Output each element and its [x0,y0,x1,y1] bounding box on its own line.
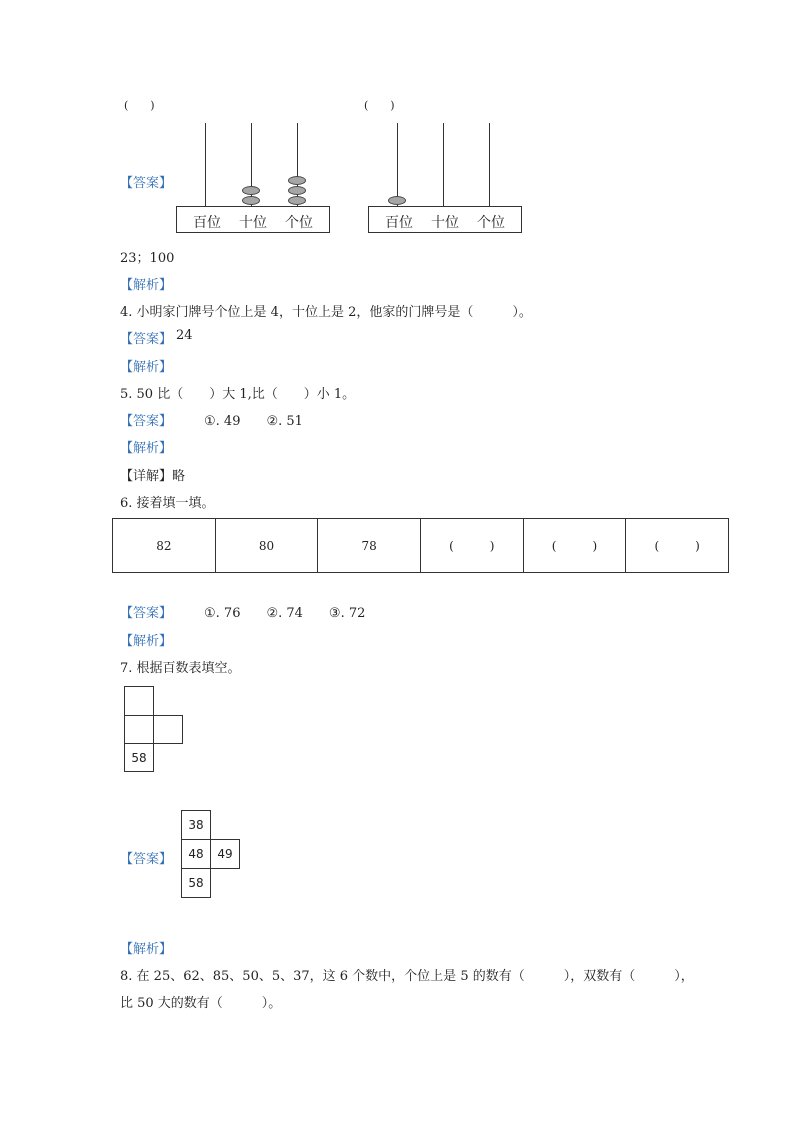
answer-text: ①. 49 ②. 51 [204,414,303,429]
answer-text: 24 [176,328,193,343]
chart-cell-empty [124,715,154,744]
sequence-table [112,518,729,573]
place-label: 百位 [193,215,221,231]
answer-tag: 【答案】 [120,332,173,347]
question-4: 4. 小明家门牌号个位上是 4，十位上是 2，他家的门牌号是（ ）。 [120,305,532,320]
abacus-rod [397,123,398,207]
abacus-left-blank: ( ) [124,99,155,112]
sequence-cell: 78 [318,519,421,573]
analysis-tag: 【解析】 [120,360,173,375]
detail-line [120,465,185,484]
analysis-tag: 【解析】 [120,942,173,957]
detail-tag: 【详解】 [120,469,173,484]
chart-cell: 49 [210,839,240,869]
abacus-bead [242,196,260,205]
abacus-rod [443,123,444,207]
detail-text: 略 [172,469,186,484]
sequence-blank: ( ) [626,519,729,573]
sequence-cell: 80 [215,519,318,573]
chart-cell: 38 [181,810,211,840]
question-5: 5. 50 比（ ）大 1,比（ ）小 1。 [120,387,356,402]
answer-tag: 【答案】 [120,606,173,621]
abacus-bead [288,196,306,205]
place-label: 十位 [239,215,267,231]
question-8-line1: 8. 在 25、62、85、50、5、37，这 6 个数中，个位上是 5 的数有（ ），双数有（ ）， [120,969,694,984]
abacus-rod [489,123,490,207]
chart-cell-given: 58 [124,743,154,772]
place-label: 百位 [385,215,413,231]
analysis-tag: 【解析】 [120,634,173,649]
analysis-tag: 【解析】 [120,278,173,293]
question-6: 6. 接着填一填。 [120,496,215,511]
place-label: 个位 [285,215,313,231]
abacus-rod [205,123,206,207]
answer-tag: 【答案】 [120,852,173,867]
question-7: 7. 根据百数表填空。 [120,661,241,676]
answer-tag: 【答案】 [120,176,173,191]
answer-text: ①. 76 ②. 74 ③. 72 [204,606,366,621]
place-label: 个位 [477,215,505,231]
chart-cell-empty [124,686,154,716]
place-label: 十位 [431,215,459,231]
chart-cell-empty [153,715,183,744]
answer-text: 23；100 [120,251,175,266]
chart-cell: 48 [181,839,211,869]
question-8-line2: 比 50 大的数有（ ）。 [120,996,282,1011]
abacus-bead [288,176,306,185]
chart-cell: 58 [181,868,211,898]
abacus-base [176,206,330,233]
abacus-bead [388,196,406,205]
abacus-right-blank: ( ) [364,99,395,112]
answer-tag: 【答案】 [120,414,173,429]
abacus-base [368,206,522,233]
analysis-tag: 【解析】 [120,441,173,456]
abacus-bead [288,186,306,195]
sequence-blank: ( ) [523,519,626,573]
sequence-blank: ( ) [420,519,523,573]
abacus-bead [242,186,260,195]
sequence-cell: 82 [113,519,216,573]
